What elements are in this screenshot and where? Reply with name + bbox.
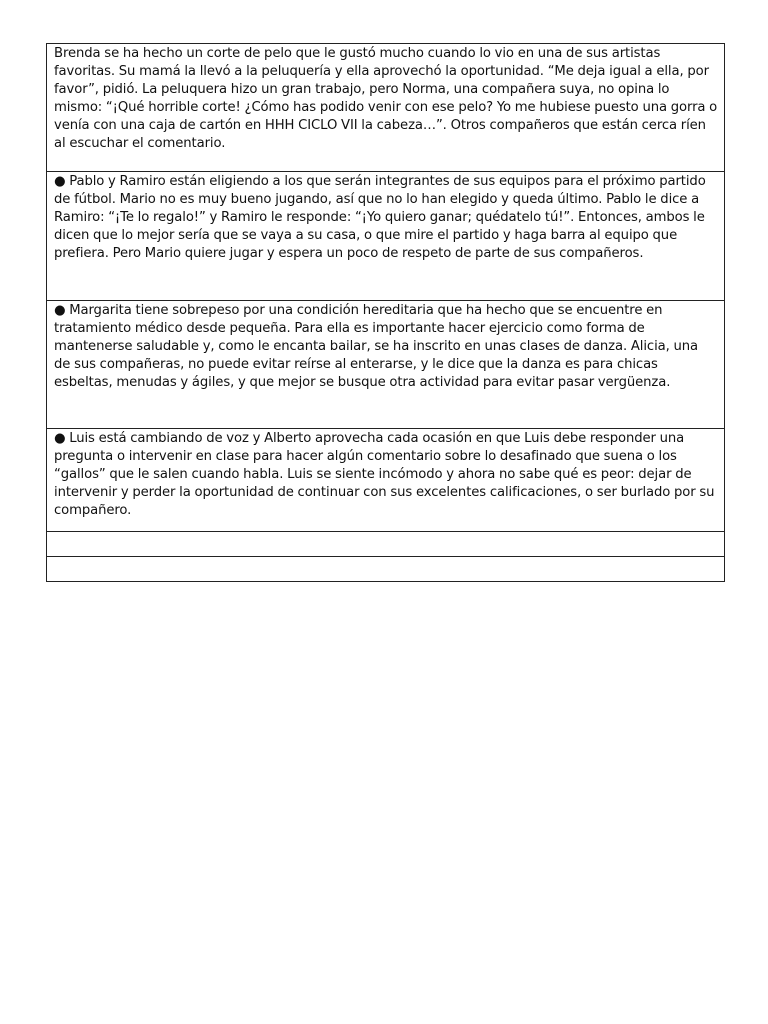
table-row [47,301,725,429]
scenario-cell-pablo-ramiro [47,172,725,301]
scenario-cell-brenda [47,44,725,172]
table-row [47,429,725,532]
scenario-text: ● Luis está cambiando de voz y Alberto aprovecha cada ocasión en que Luis debe responder una pregunta o intervenir en clase para hacer algún comentario sobre lo desafinado que suena o los “gallos” que le salen cuando habla. Luis se siente incómodo y ahora no sabe qué es peor: dejar de intervenir y perder la oportunidad de continuar con sus excelentes calificaciones, o ser burlado por su compañero. [54,431,715,518]
scenarios-table [46,43,725,582]
scenario-cell-luis [47,429,725,532]
empty-table-row [47,557,725,582]
table-row [47,172,725,301]
scenario-text: ● Pablo y Ramiro están eligiendo a los que serán integrantes de sus equipos para el próximo partido de fútbol. Mario no es muy bueno jugando, así que no lo han elegido y queda último. Pablo le dice a Ramiro: “¡Te lo regalo!” y Ramiro le responde: “¡Yo quiero ganar; quédatelo tú!”. Entonces, ambos le dicen que lo mejor sería que se vaya a su casa, o que mire el partido y haga barra al equipo que prefiera. Pero Mario quiere jugar y espera un poco de respeto de parte de sus compañeros. [54,174,706,261]
empty-cell [47,557,725,582]
scenario-text: Brenda se ha hecho un corte de pelo que le gustó mucho cuando lo vio en una de sus artistas favoritas. Su mamá la llevó a la peluquería y ella aprovechó la oportunidad. “Me deja igual a ella, por favor”, pidió. La peluquera hizo un gran trabajo, pero Norma, una compañera suya, no opina lo mismo: “¡Qué horrible corte! ¿Cómo has podido venir con ese pelo? Yo me hubiese puesto una gorra o venía con una caja de cartón en HHH CICLO VII la cabeza…”. Otros compañeros que están cerca ríen al escuchar el comentario. [54,46,718,151]
table-row [47,44,725,172]
empty-table-row [47,532,725,557]
empty-cell [47,532,725,557]
scenario-text: ● Margarita tiene sobrepeso por una condición hereditaria que ha hecho que se encuentre en tratamiento médico desde pequeña. Para ella es importante hacer ejercicio como forma de mantenerse saludable y, como le encanta bailar, se ha inscrito en unas clases de danza. Alicia, una de sus compañeras, no puede evitar reírse al enterarse, y le dice que la danza es para chicas esbeltas, menudas y ágiles, y que mejor se busque otra actividad para evitar pasar vergüenza. [54,303,698,390]
scenario-cell-margarita [47,301,725,429]
